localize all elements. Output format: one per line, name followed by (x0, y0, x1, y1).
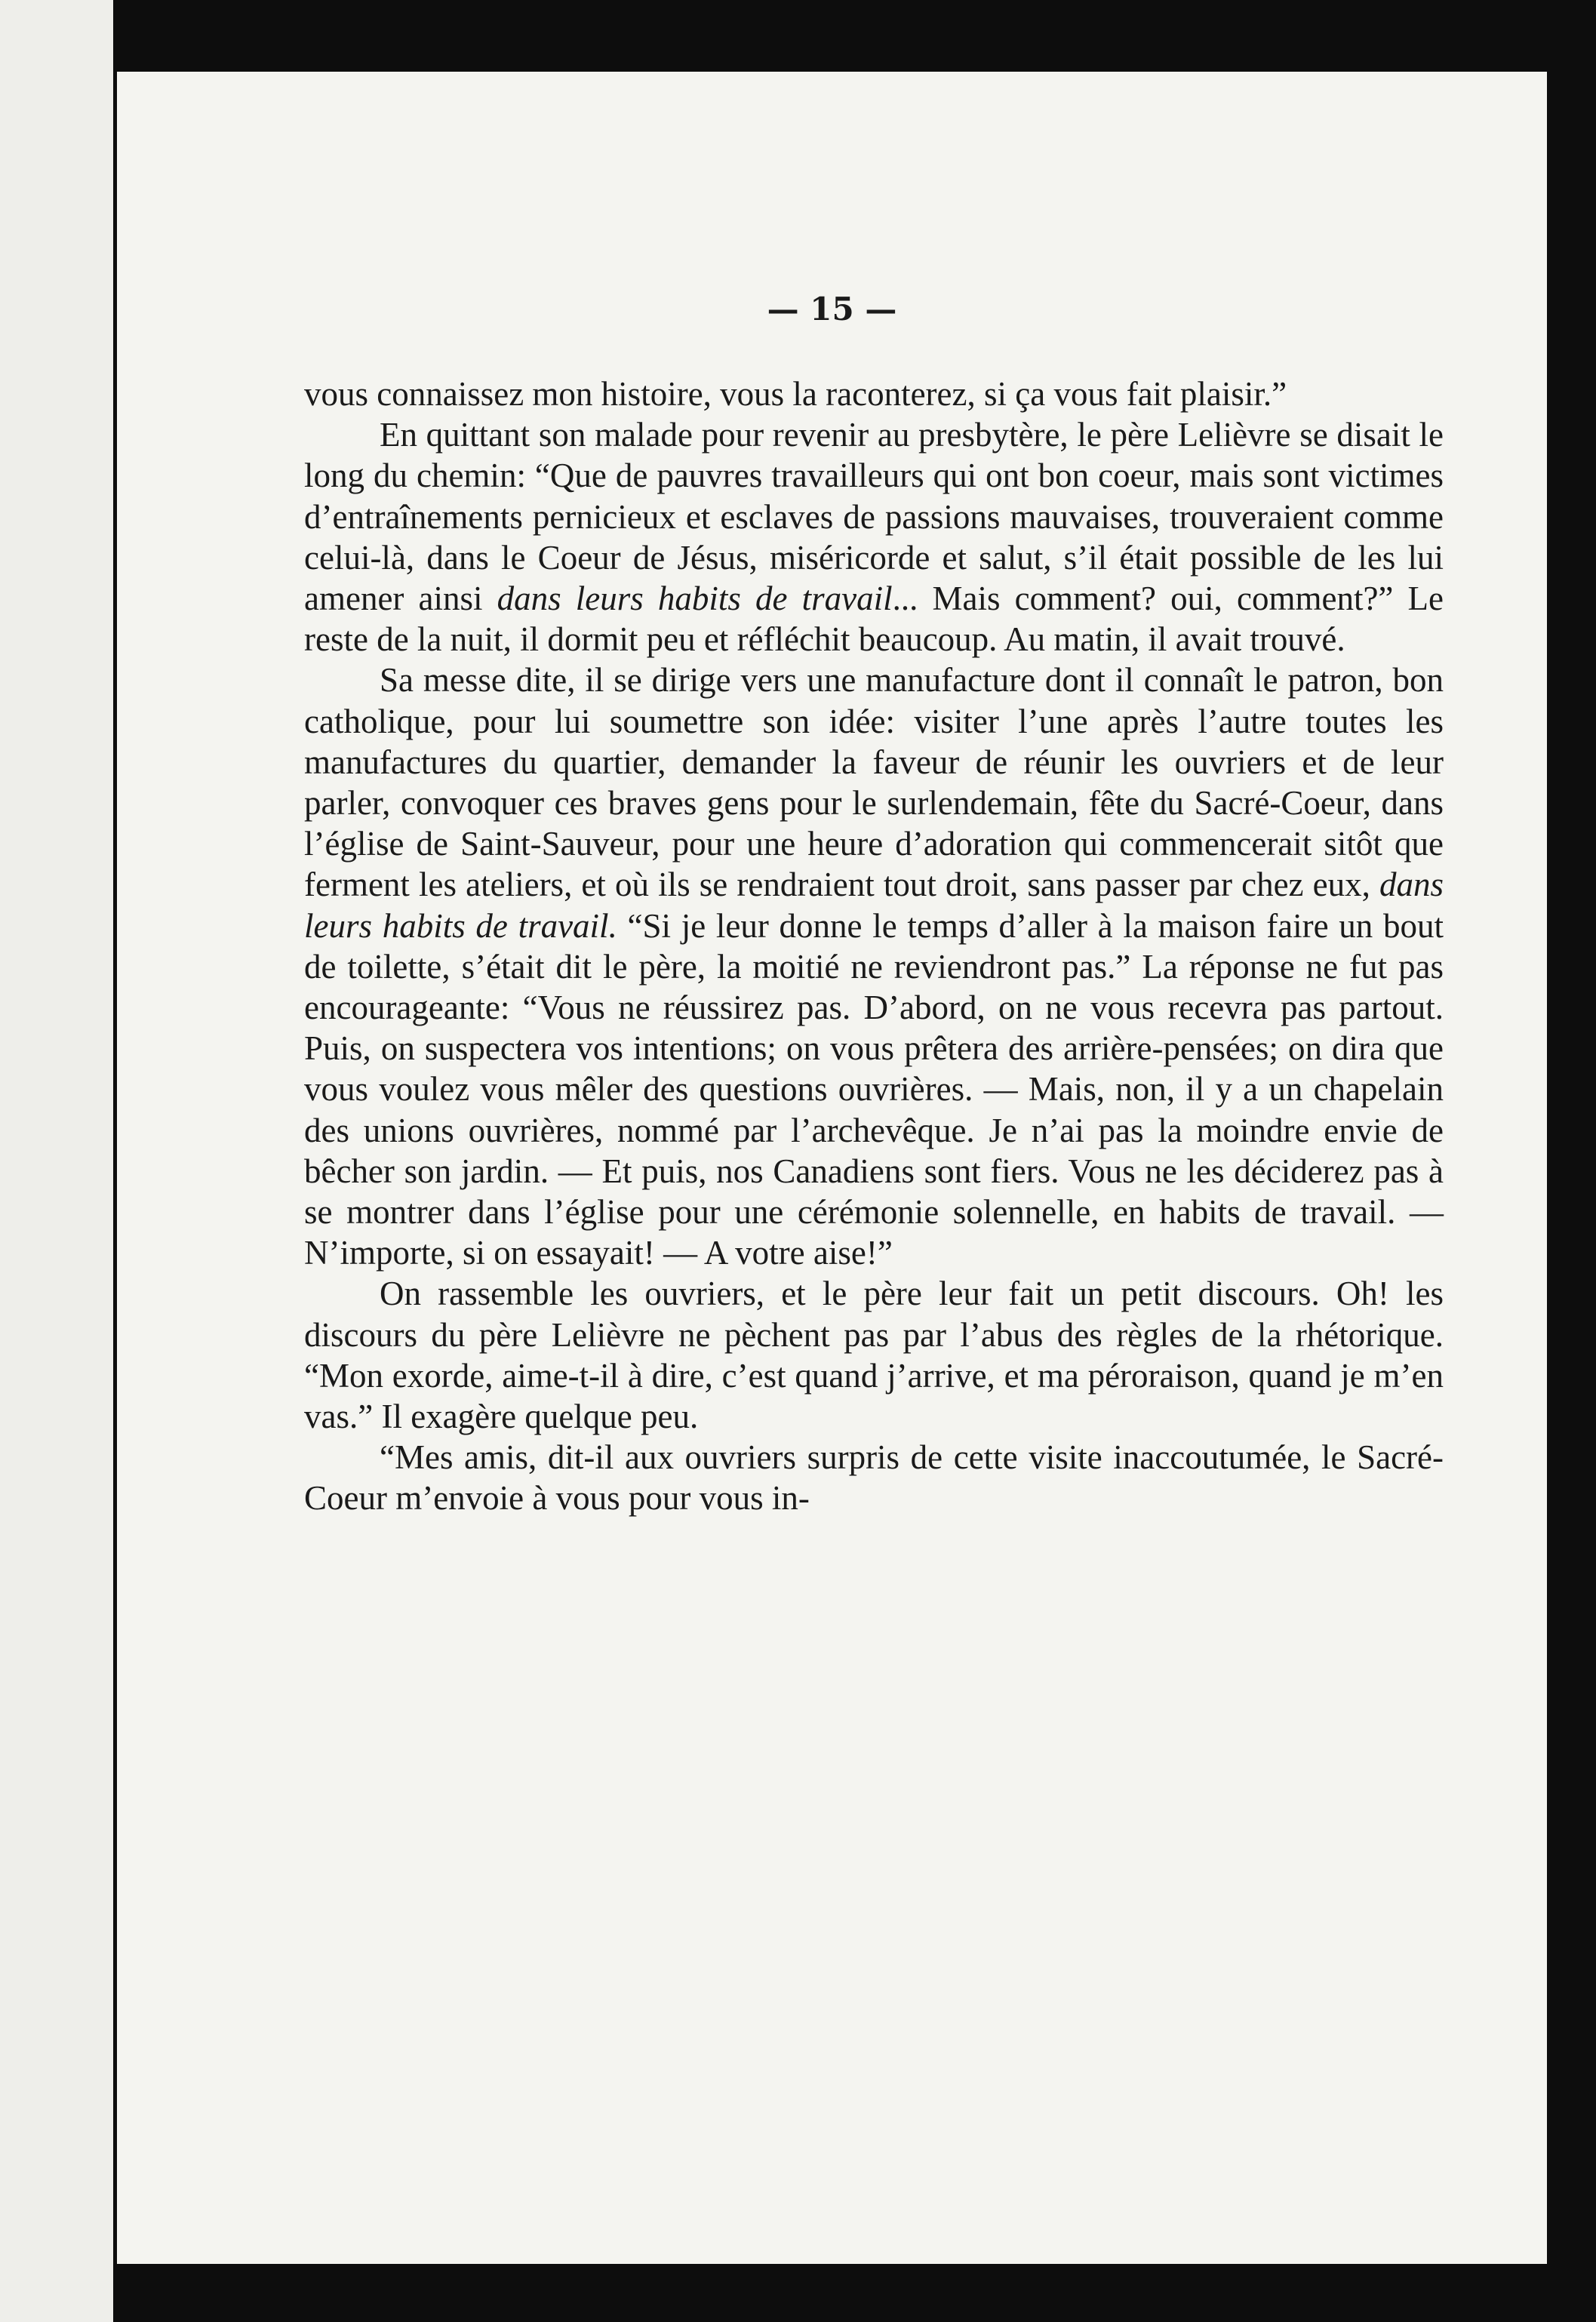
paragraph: Sa messe dite, il se dirige vers une manufacture dont il connaît le patron, bon catholique, pour lui soumettre son idée: visiter l’une après l’autre toutes les manufactures du quartier, demander la faveur de réunir les ouvriers et de leur parler, convoquer ces braves gens pour le surlendemain, fête du Sacré-Coeur, dans l’église de Saint-Sauveur, pour une heure d’adoration qui commencerait sitôt que ferment les ateliers, et où ils se rendraient tout droit, sans passer par chez eux, dans leurs habits de travail. “Si je leur donne le temps d’aller à la maison faire un bout de toilette, s’était dit le père, la moitié ne reviendront pas.” La réponse ne fut pas encourageante: “Vous ne réussirez pas. D’abord, on ne vous recevra pas partout. Puis, on suspectera vos intentions; on vous prêtera des arrière-pensées; on dira que vous voulez vous mêler des questions ouvrières. — Mais, non, il y a un chapelain des unions ouvrières, nommé par l’archevêque. Je n’ai pas la moindre envie de bêcher son jardin. — Et puis, nos Canadiens sont fiers. Vous ne les déciderez pas à se montrer dans l’église pour une cérémonie solennelle, en habits de travail. — N’importe, si on essayait! — A votre aise!” (304, 661, 1444, 1272)
paragraph: On rassemble les ouvriers, et le père leur fait un petit discours. Oh! les discours du père Lelièvre ne pèchent pas par l’abus des règles de la rhétorique. “Mon exorde, aime-t-il à dire, c’est quand j’arrive, et ma péroraison, quand je m’en vas.” Il exagère quelque peu. (304, 1275, 1444, 1436)
italic-phrase: dans leurs habits de travail. (304, 866, 1444, 945)
paragraph: “Mes amis, dit-il aux ouvriers surpris de cette visite inaccoutumée, le Sacré-Coeur m’envoie à vous pour vous in- (304, 1438, 1444, 1518)
page-body (304, 374, 1444, 1519)
italic-phrase: dans leurs habits de travail (497, 580, 893, 618)
paragraph-continuation: vous connaissez mon histoire, vous la raconterez, si ça vous fait plaisir.” (304, 375, 1287, 413)
book-page (117, 72, 1547, 2264)
page-number: — 15 — (767, 291, 897, 328)
paragraph: En quittant son malade pour revenir au presbytère, le père Lelièvre se disait le long du chemin: “Que de pauvres travailleurs qui ont bon coeur, mais sont victimes d’entraînements pernicieux et esclaves de passions mauvaises, trouveraient comme celui-là, dans le Coeur de Jésus, miséricorde et salut, s’il était possible de les lui amener ainsi dans leurs habits de travail... Mais comment? oui, comment?” Le reste de la nuit, il dormit peu et réfléchit beaucoup. Au matin, il avait trouvé. (304, 416, 1444, 659)
previous-page-edge (0, 0, 113, 2322)
